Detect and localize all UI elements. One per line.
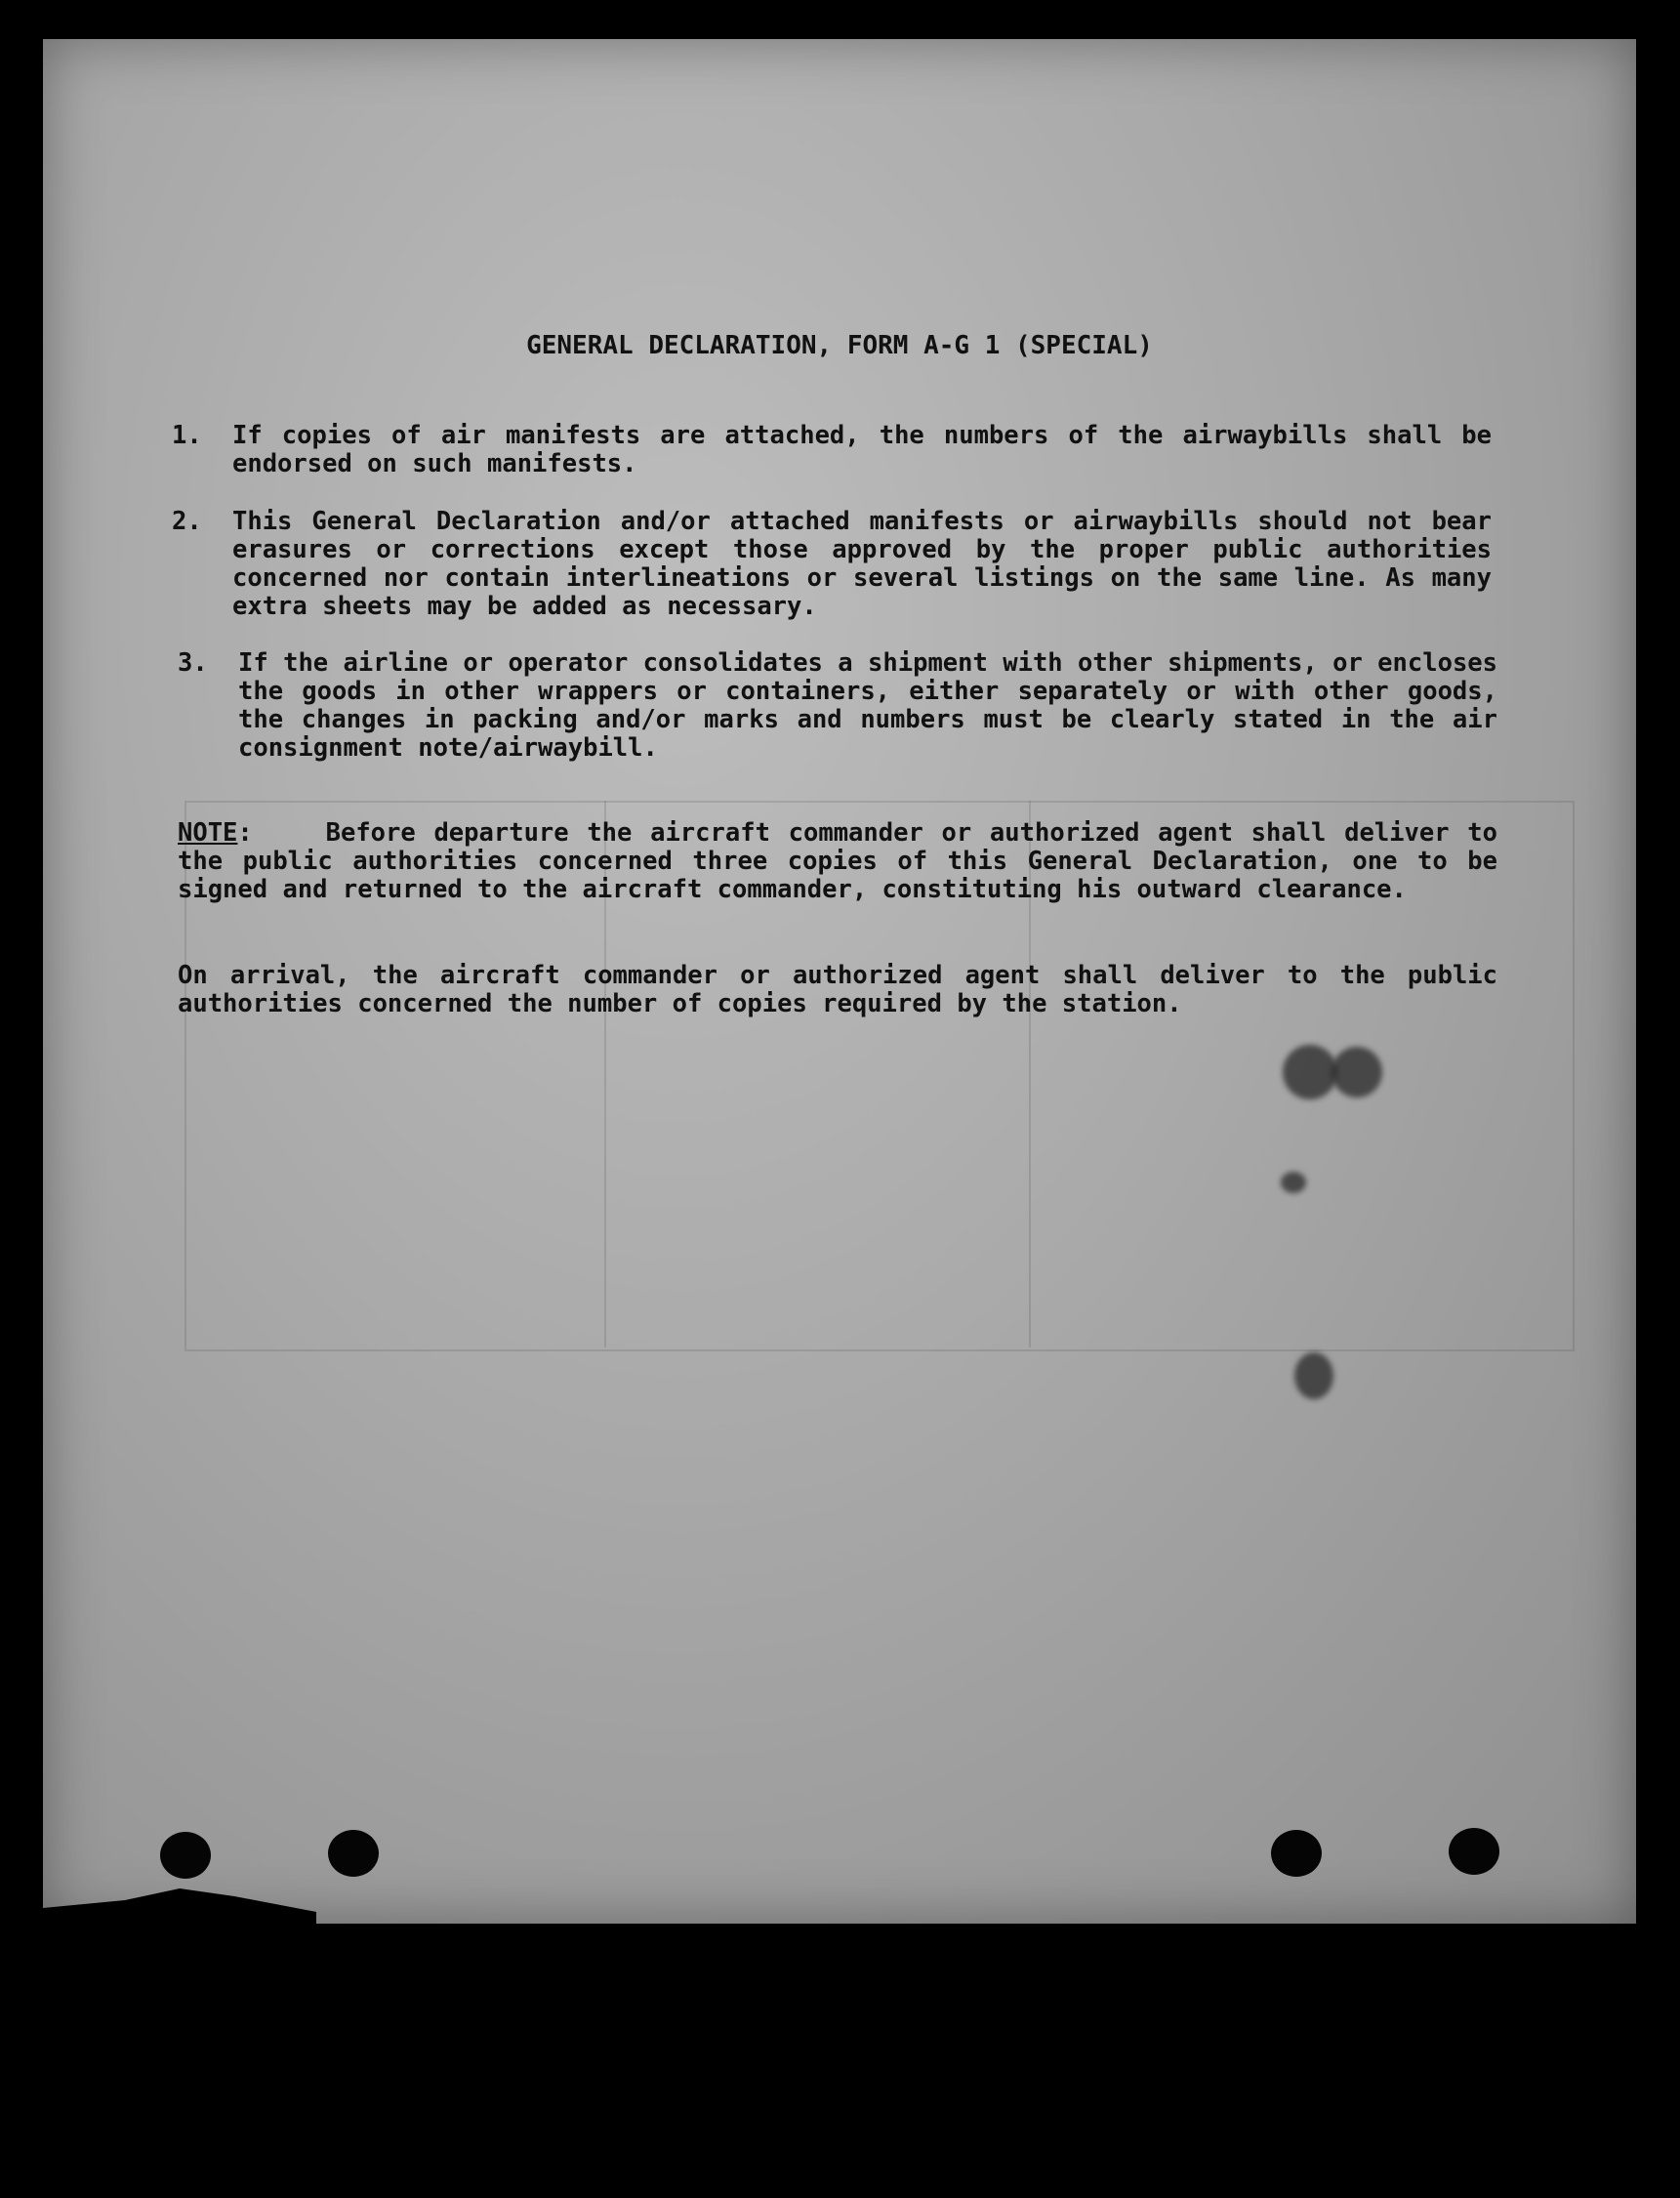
punch-hole <box>1449 1828 1499 1875</box>
document-content <box>43 39 1636 1924</box>
note-text: Before departure the aircraft commander or authorized agent shall deliver to the public authorities concerned three copies of this General Declaration, one to be signed and returned to the aircraft commander, constituting his outward clearance. <box>178 818 1497 904</box>
item-text: If the airline or operator consolidates a shipment with other shipments, or encloses the goods in other wrappers or containers, either separately or with other goods, the changes in packing and/or marks and numbers must be clearly stated in the air consignment note/airwaybill. <box>238 648 1497 763</box>
document-page <box>43 39 1636 1924</box>
note-paragraph: NOTE: Before departure the aircraft commander or authorized agent shall deliver to the public authorities concerned three copies of this General Declaration, one to be signed and returned to the aircraft commander, constituting his outward clearance. <box>178 818 1497 904</box>
punch-hole <box>328 1830 379 1877</box>
note-label: NOTE <box>178 818 238 848</box>
ink-stain <box>1294 1352 1333 1399</box>
item-number: 3. <box>178 648 208 678</box>
item-text: If copies of air manifests are attached, the numbers of the airwaybills shall be endorsed on such manifests. <box>232 421 1492 478</box>
ink-stain <box>1281 1172 1306 1193</box>
ink-stain <box>1332 1047 1382 1098</box>
ink-stain <box>1283 1045 1337 1099</box>
item-number: 1. <box>172 421 202 450</box>
document-title: GENERAL DECLARATION, FORM A-G 1 (SPECIAL) <box>526 331 1153 360</box>
item-number: 2. <box>172 507 202 536</box>
arrival-paragraph: On arrival, the aircraft commander or authorized agent shall deliver to the public authorities concerned the number of copies required by the station. <box>178 961 1497 1018</box>
punch-hole <box>160 1832 211 1879</box>
punch-hole <box>1271 1830 1322 1877</box>
item-text: This General Declaration and/or attached manifests or airwaybills should not bear erasures or corrections except those approved by the proper public authorities concerned nor contain interlineations or several listings on the same line. As many extra sheets may be added as necessary. <box>232 507 1492 621</box>
